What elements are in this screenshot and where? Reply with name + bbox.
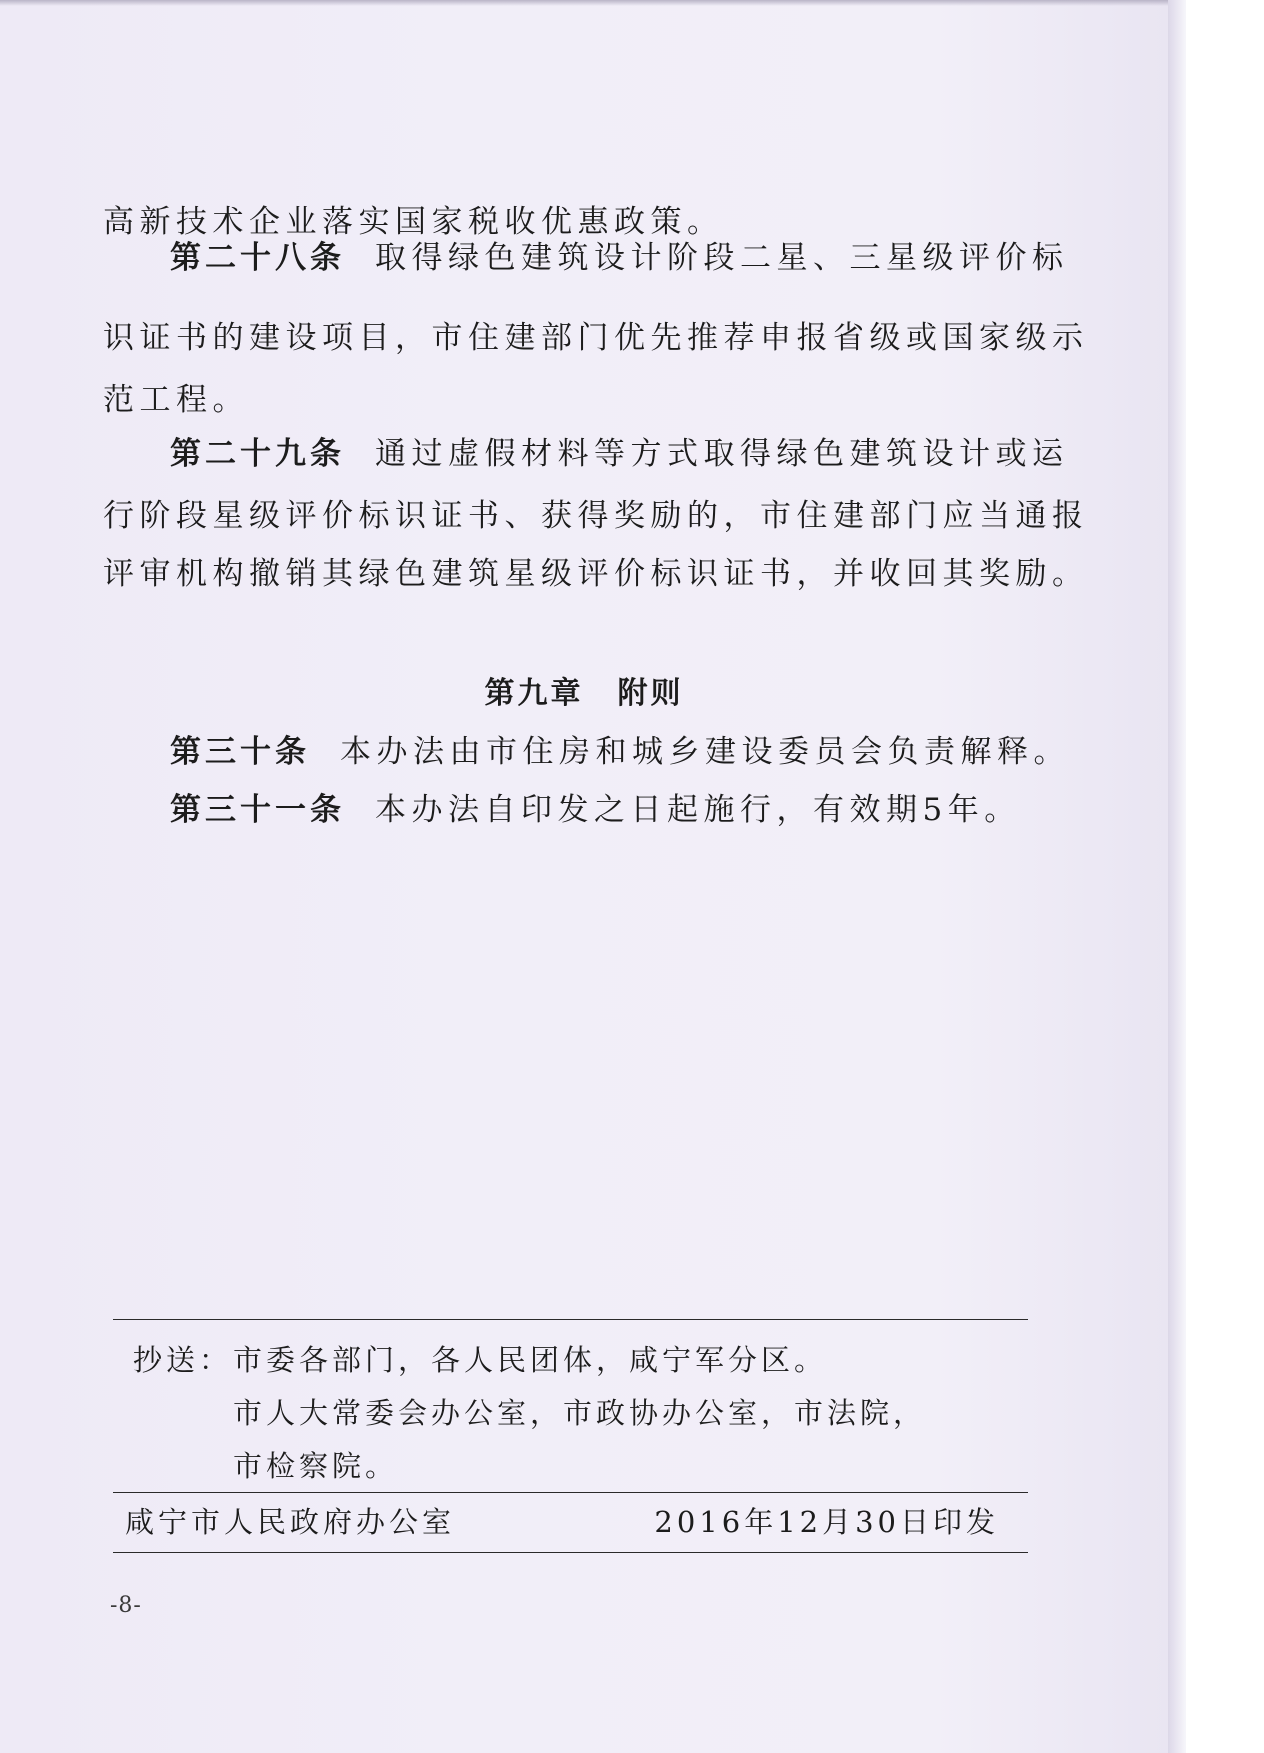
body-line-1 bbox=[103, 202, 1003, 242]
line-text: 本办法自印发之日起施行，有效期5年。 bbox=[375, 792, 1021, 828]
issue-date: 2016年12月30日印发 bbox=[654, 1505, 999, 1539]
line-text: 取得绿色建筑设计阶段二星、三星级评价标 bbox=[375, 240, 1069, 276]
cc-top-rule bbox=[113, 1319, 1028, 1320]
article-number: 第三十条 bbox=[170, 734, 310, 770]
cc-bottom-rule bbox=[113, 1492, 1028, 1493]
line-text: 识证书的建设项目，市住建部门优先推荐申报省级或国家级示 bbox=[103, 320, 1089, 356]
article-number: 第二十九条 bbox=[170, 436, 345, 472]
body-line-3 bbox=[103, 318, 1089, 358]
scan-shadow bbox=[0, 0, 1168, 6]
issuance-row bbox=[113, 1502, 1011, 1542]
line-text: 高新技术企业落实国家税收优惠政策。 bbox=[103, 204, 724, 240]
cc-label: 抄送： bbox=[133, 1343, 233, 1377]
line-text: 行阶段星级评价标识证书、获得奖励的，市住建部门应当通报 bbox=[103, 498, 1089, 534]
cc-line-1: 市委各部门，各人民团体，咸宁军分区。 bbox=[233, 1343, 828, 1377]
line-text: 范工程。 bbox=[103, 382, 249, 418]
body-line-7 bbox=[103, 554, 1089, 594]
line-text: 通过虚假材料等方式取得绿色建筑设计或运 bbox=[375, 436, 1069, 472]
cc-line-2: 市人大常委会办公室，市政协办公室，市法院， bbox=[233, 1396, 927, 1430]
article-30 bbox=[170, 732, 1070, 772]
line-text: 评审机构撤销其绿色建筑星级评价标识证书，并收回其奖励。 bbox=[103, 556, 1089, 592]
body-line-6 bbox=[103, 496, 1089, 536]
page-number: -8- bbox=[110, 1593, 142, 1618]
article-28 bbox=[170, 238, 1069, 278]
footer-bottom-rule bbox=[113, 1552, 1028, 1553]
page-edge bbox=[1168, 0, 1186, 1753]
chapter-title: 附则 bbox=[617, 676, 684, 711]
cc-line-3: 市检察院。 bbox=[233, 1449, 399, 1483]
body-line-4 bbox=[103, 380, 1003, 420]
chapter-number: 第九章 bbox=[484, 676, 584, 711]
article-number: 第二十八条 bbox=[170, 240, 345, 276]
chapter-heading bbox=[0, 674, 1168, 714]
article-number: 第三十一条 bbox=[170, 792, 345, 828]
article-31 bbox=[170, 790, 1021, 830]
issuer: 咸宁市人民政府办公室 bbox=[125, 1505, 456, 1539]
article-29 bbox=[170, 434, 1069, 474]
line-text: 本办法由市住房和城乡建设委员会负责解释。 bbox=[340, 734, 1070, 770]
